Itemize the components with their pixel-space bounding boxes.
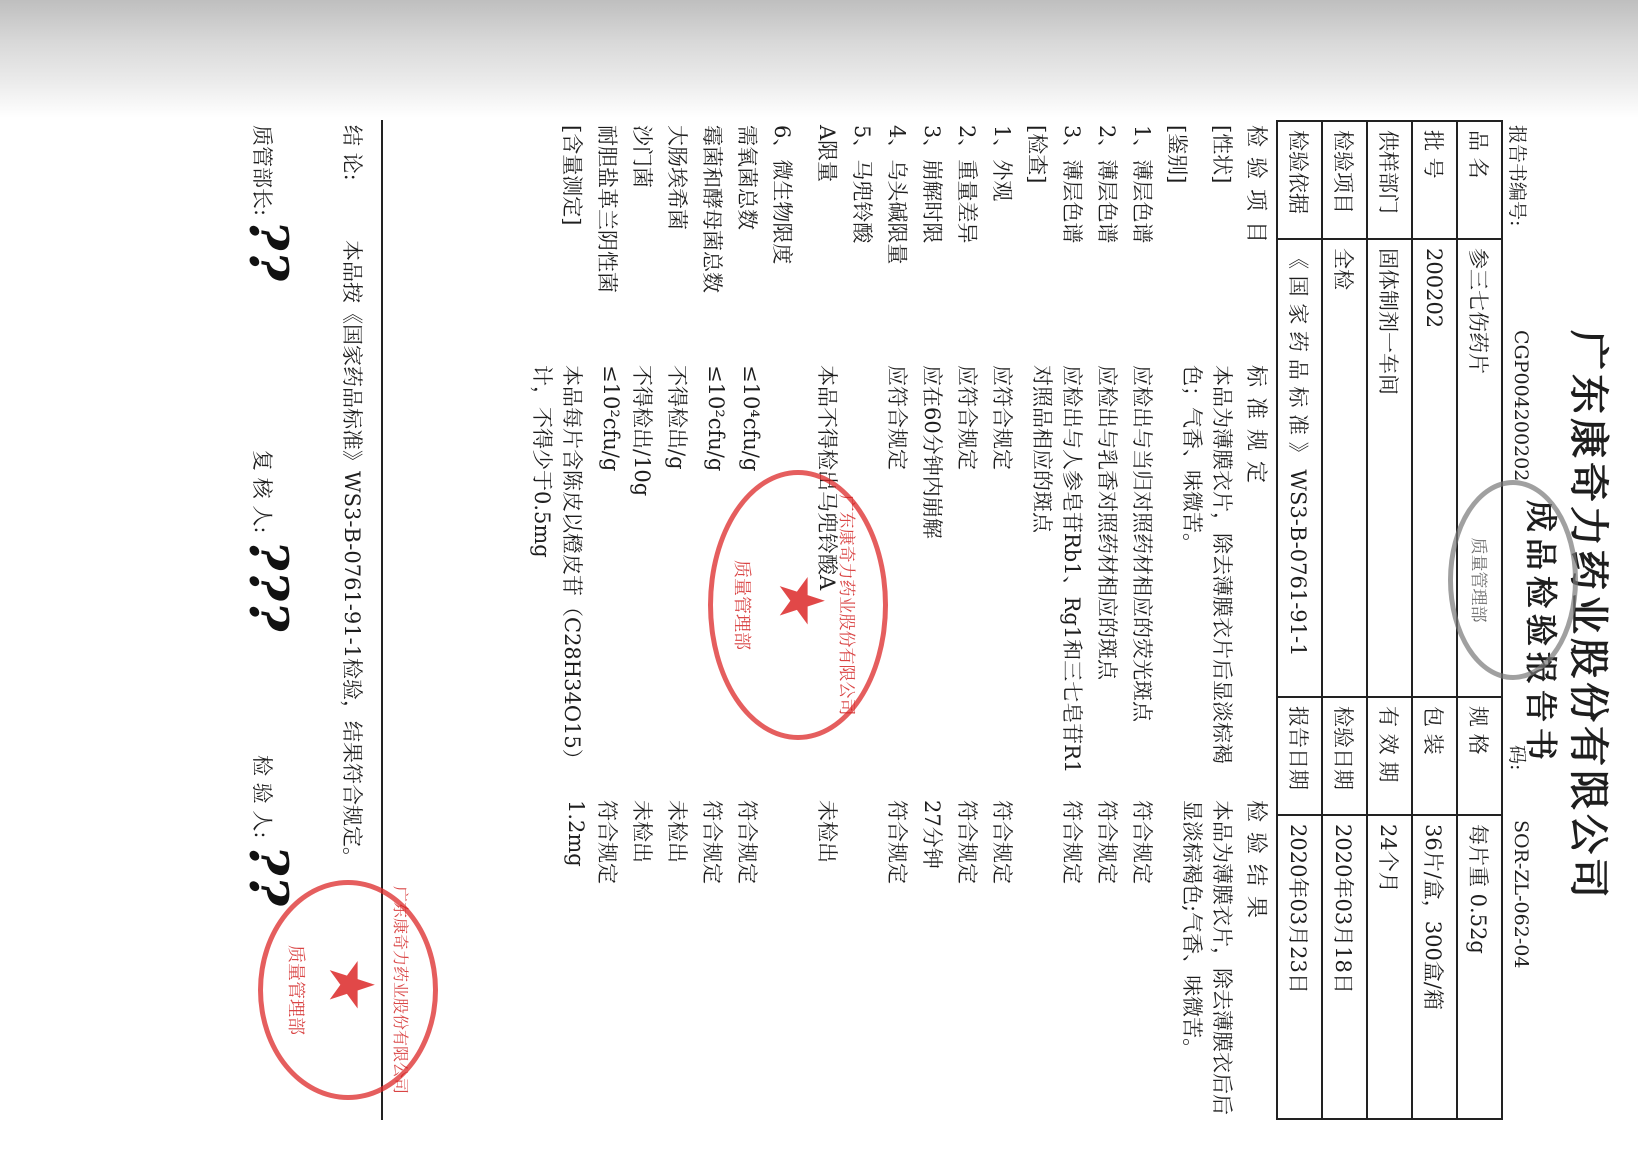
report-date-value: 2020年03月23日 (1277, 815, 1322, 1119)
row-item: [鉴别] (1165, 125, 1189, 184)
report-no: CGP004200202 (1510, 330, 1532, 482)
row-item: A限量 (815, 125, 839, 183)
dept-label: 供样部门 (1367, 121, 1412, 239)
row-item: 耐胆盐革兰阴性菌 (595, 125, 619, 293)
expiry-value: 24个月 (1367, 815, 1412, 1119)
row-result: 符合规定 (595, 800, 619, 884)
row-standard: 本品为薄膜衣片，除去薄膜衣片后显淡棕褐色；气香、味微苦。 (1180, 365, 1234, 764)
qa-label: 质管部长: (250, 125, 274, 217)
basis-label: 检验依据 (1277, 121, 1322, 239)
tester-label: 检 验 人: (250, 755, 274, 839)
row-standard: 本品不得检出马兜铃酸A (815, 365, 839, 591)
spec-value: 每片重 0.52g (1457, 815, 1502, 1119)
report-date-label: 报告日期 (1277, 697, 1322, 815)
row-result: 符合规定 (700, 800, 724, 884)
reviewer-label: 复 核 人: (250, 450, 274, 534)
row-item: [检查] (1025, 125, 1049, 184)
batch-value: 200202 (1412, 239, 1457, 697)
company-title: 广东康奇力药业股份有限公司 (1565, 330, 1612, 902)
star-icon: ★ (315, 957, 388, 1013)
faded-stamp (1448, 480, 1578, 680)
row-item: 大肠埃希菌 (665, 125, 689, 230)
doc-code: SOR-ZL-062-04 (1510, 820, 1532, 969)
row-standard: 应符合规定 (885, 365, 909, 470)
row-standard: 应符合规定 (955, 365, 979, 470)
row-item: 4、乌头碱限量 (885, 125, 909, 265)
row-item: [含量测定] (560, 125, 584, 226)
reviewer-signature: ??? (237, 540, 298, 632)
row-standard: 不得检出/g (665, 365, 689, 470)
name-value: 参三七伤药片 (1457, 239, 1502, 697)
quality-stamp-large-sub: 质量管理部 (731, 560, 752, 650)
row-standard: 本品每片含陈皮以橙皮苷（C28H34O15）计，不得少于0.5mg (530, 365, 584, 770)
row-standard: 应在60分钟内崩解 (920, 365, 944, 539)
faded-stamp-sub: 质量管理部 (1468, 537, 1488, 623)
quality-stamp-right (258, 880, 438, 1100)
row-item: 霉菌和酵母菌总数 (700, 125, 724, 293)
test-date-value: 2020年03月18日 (1322, 815, 1367, 1119)
row-item: 需氧菌总数 (735, 125, 759, 230)
row-standard: 应检出与乳香对照药材相应的斑点 (1095, 365, 1119, 680)
row-result: 符合规定 (1060, 800, 1084, 884)
conclusion-text: 本品按《国家药品标准》WS3-B-0761-91-1检验，结果符合规定。 (340, 240, 364, 869)
conclusion-label: 结 论: (340, 125, 364, 181)
row-standard: 应符合规定 (990, 365, 1014, 470)
row-standard: 应检出与当归对照药材相应的荧光斑点 (1130, 365, 1154, 722)
row-result: 未检出 (665, 800, 689, 863)
row-standard: ≤10⁴cfu/g (739, 365, 763, 472)
report-no-label: 报告书编号: (1506, 125, 1528, 227)
dept-value: 固体制剂一车间 (1367, 239, 1412, 697)
star-icon: ★ (765, 573, 838, 629)
row-item: 5、马兜铃酸 (850, 125, 874, 244)
row-item: [性状] (1210, 125, 1234, 184)
row-item: 1、外观 (990, 125, 1014, 202)
row-item: 2、重量差异 (955, 125, 979, 244)
qa-signature: ?? (237, 220, 298, 281)
row-result: 符合规定 (1095, 800, 1119, 884)
row-item: 1、薄层色谱 (1130, 125, 1154, 244)
row-result: 未检出 (815, 800, 839, 863)
row-item: 沙门菌 (630, 125, 654, 188)
row-result: 符合规定 (885, 800, 909, 884)
test-date-label: 检验日期 (1322, 697, 1367, 815)
package-label: 包 装 (1412, 697, 1457, 815)
row-standard: 应检出与人参皂苷Rb1、Rg1和三七皂苷R1对照品相应的斑点 (1030, 365, 1084, 774)
package-value: 36片/盒，300盒/箱 (1412, 815, 1457, 1119)
tester-signature: ?? (237, 845, 298, 906)
basis-value: 《 国 家 药 品 标 准 》 WS3-B-0761-91-1 (1277, 239, 1322, 697)
row-item: 3、崩解时限 (920, 125, 944, 244)
row-standard: ≤10²cfu/g (599, 365, 623, 472)
row-result: 本品为薄膜衣片，除去薄膜衣后后显淡棕褐色;气香、味微苦。 (1180, 800, 1234, 1115)
expiry-label: 有 效 期 (1367, 697, 1412, 815)
name-label: 品 名 (1457, 121, 1502, 239)
quality-stamp-right-text: 广东康奇力药业股份有限公司 (391, 885, 410, 1094)
row-item: 3、薄层色谱 (1060, 125, 1084, 244)
row-standard: 不得检出/10g (630, 365, 654, 497)
doc-code-label: 码: (1506, 745, 1528, 771)
column-result: 检验结果 (1243, 800, 1268, 929)
row-result: 符合规定 (735, 800, 759, 884)
row-standard: ≤10²cfu/g (704, 365, 728, 472)
item-label: 检验项目 (1322, 121, 1367, 239)
row-result: 27分钟 (920, 800, 944, 869)
column-item: 检验项目 (1243, 125, 1268, 254)
row-result: 符合规定 (955, 800, 979, 884)
quality-stamp-right-sub: 质量管理部 (285, 945, 306, 1035)
item-value: 全检 (1322, 239, 1367, 697)
quality-stamp-large-text: 广东康奇力药业股份有限公司 (836, 494, 856, 716)
row-item: 6、微生物限度 (770, 125, 794, 265)
row-result: 符合规定 (990, 800, 1014, 884)
column-standard: 标准规定 (1243, 365, 1268, 494)
spec-label: 规 格 (1457, 697, 1502, 815)
row-result: 符合规定 (1130, 800, 1154, 884)
quality-stamp-large (708, 470, 888, 740)
batch-label: 批 号 (1412, 121, 1457, 239)
row-result: 未检出 (630, 800, 654, 863)
row-result: 1.2mg (564, 800, 588, 867)
row-item: 2、薄层色谱 (1095, 125, 1119, 244)
report-title: 成品检验报告书 (1522, 500, 1560, 767)
